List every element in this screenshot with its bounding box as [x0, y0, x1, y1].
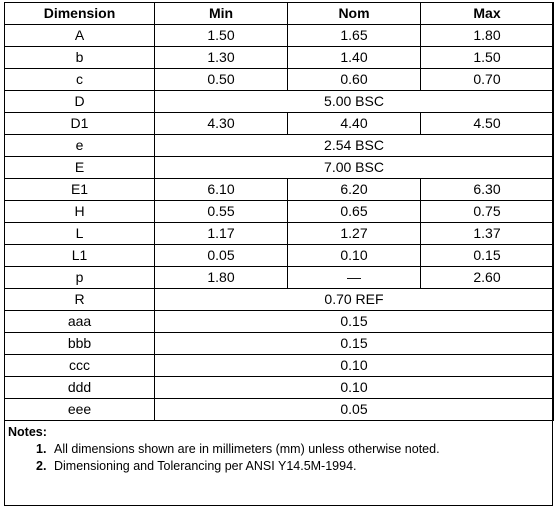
cell-dimension: bbb [5, 333, 155, 355]
cell-dimension: H [5, 201, 155, 223]
cell-nom: 1.40 [288, 47, 421, 69]
cell-dimension: R [5, 289, 155, 311]
header-max: Max [421, 3, 554, 25]
cell-min: 1.17 [155, 223, 288, 245]
cell-max: 0.70 [421, 69, 554, 91]
table-row [5, 289, 554, 311]
table-row [5, 311, 554, 333]
cell-max: 6.30 [421, 179, 554, 201]
cell-value-span: 0.10 [155, 377, 554, 399]
table-row [5, 399, 554, 421]
cell-max: 1.80 [421, 25, 554, 47]
cell-value-span: 0.05 [155, 399, 554, 421]
cell-nom: — [288, 267, 421, 289]
cell-value-span: 7.00 BSC [155, 157, 554, 179]
cell-nom: 0.60 [288, 69, 421, 91]
table-row [5, 157, 554, 179]
cell-dimension: L1 [5, 245, 155, 267]
note-text: All dimensions shown are in millimeters (mm) unless otherwise noted. [54, 442, 440, 456]
cell-value-span: 0.15 [155, 333, 554, 355]
table-row [5, 47, 554, 69]
cell-dimension: A [5, 25, 155, 47]
cell-min: 1.50 [155, 25, 288, 47]
cell-dimension: e [5, 135, 155, 157]
cell-max: 2.60 [421, 267, 554, 289]
table-body [5, 25, 554, 421]
table-row [5, 333, 554, 355]
cell-dimension: aaa [5, 311, 155, 333]
table-row [5, 113, 554, 135]
cell-nom: 6.20 [288, 179, 421, 201]
cell-value-span: 2.54 BSC [155, 135, 554, 157]
cell-value-span: 0.10 [155, 355, 554, 377]
cell-dimension: ddd [5, 377, 155, 399]
cell-nom: 4.40 [288, 113, 421, 135]
table-row [5, 377, 554, 399]
notes-section [5, 421, 552, 475]
table-row [5, 91, 554, 113]
cell-nom: 0.10 [288, 245, 421, 267]
table-row [5, 355, 554, 377]
table-row [5, 267, 554, 289]
cell-value-span: 0.70 REF [155, 289, 554, 311]
note-number: 2. [36, 459, 47, 473]
cell-min: 0.05 [155, 245, 288, 267]
cell-nom: 1.27 [288, 223, 421, 245]
cell-dimension: eee [5, 399, 155, 421]
cell-dimension: b [5, 47, 155, 69]
note-item [8, 458, 552, 475]
cell-min: 0.55 [155, 201, 288, 223]
cell-max: 1.50 [421, 47, 554, 69]
table-row [5, 245, 554, 267]
cell-dimension: c [5, 69, 155, 91]
notes-title: Notes: [8, 425, 47, 439]
table-row [5, 69, 554, 91]
cell-dimension: ccc [5, 355, 155, 377]
cell-min: 1.80 [155, 267, 288, 289]
cell-max: 0.75 [421, 201, 554, 223]
dimension-table [4, 2, 554, 421]
table-row [5, 223, 554, 245]
cell-dimension: D1 [5, 113, 155, 135]
dimension-table-frame [4, 2, 553, 506]
cell-dimension: E [5, 157, 155, 179]
note-item [8, 441, 552, 458]
cell-dimension: L [5, 223, 155, 245]
cell-nom: 1.65 [288, 25, 421, 47]
cell-value-span: 0.15 [155, 311, 554, 333]
cell-dimension: D [5, 91, 155, 113]
cell-max: 4.50 [421, 113, 554, 135]
cell-min: 4.30 [155, 113, 288, 135]
cell-max: 0.15 [421, 245, 554, 267]
table-row [5, 25, 554, 47]
table-header-row [5, 3, 554, 25]
table-row [5, 201, 554, 223]
cell-min: 0.50 [155, 69, 288, 91]
header-min: Min [155, 3, 288, 25]
cell-dimension: p [5, 267, 155, 289]
cell-min: 6.10 [155, 179, 288, 201]
cell-dimension: E1 [5, 179, 155, 201]
header-dimension: Dimension [5, 3, 155, 25]
table-row [5, 179, 554, 201]
cell-max: 1.37 [421, 223, 554, 245]
cell-nom: 0.65 [288, 201, 421, 223]
cell-min: 1.30 [155, 47, 288, 69]
note-text: Dimensioning and Tolerancing per ANSI Y14.5M-1994. [54, 459, 357, 473]
table-row [5, 135, 554, 157]
note-number: 1. [36, 442, 47, 456]
header-nom: Nom [288, 3, 421, 25]
cell-value-span: 5.00 BSC [155, 91, 554, 113]
